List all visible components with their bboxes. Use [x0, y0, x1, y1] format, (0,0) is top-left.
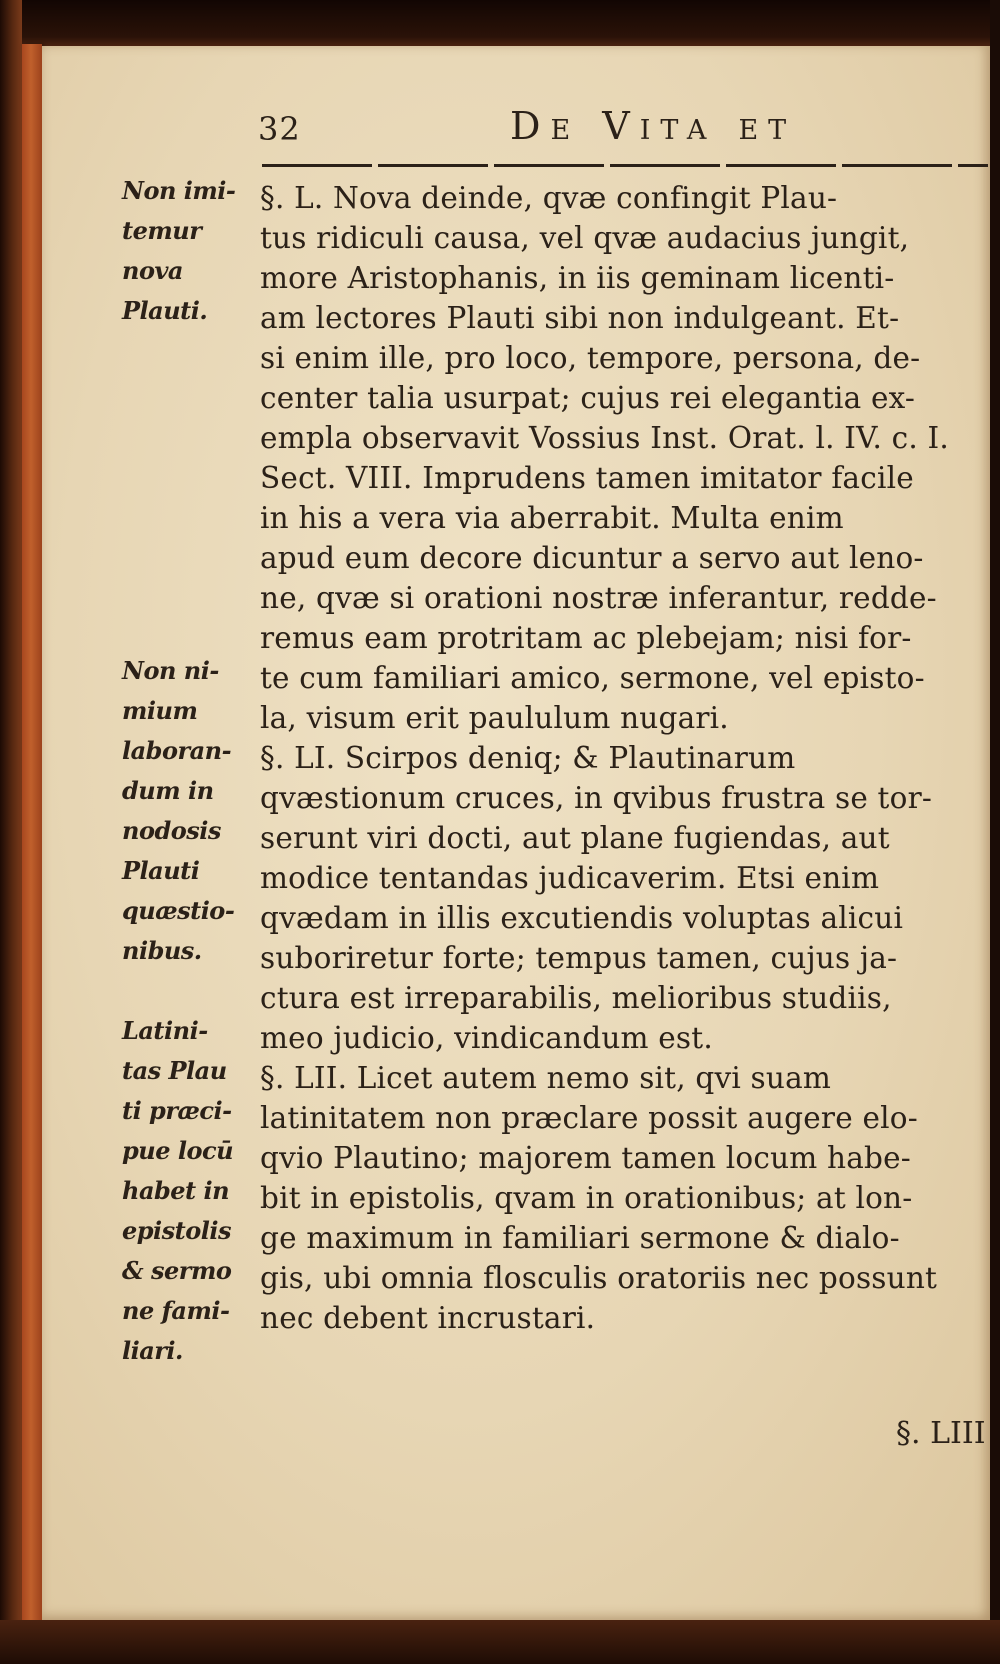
text-line: §. LII. Licet autem nemo sit, qvi suam	[260, 1061, 832, 1095]
margin-note: temur	[122, 216, 202, 245]
text-line: more Aristophanis, in iis geminam licenti-	[260, 261, 895, 295]
text-line: latinitatem non præclare possit augere elo-	[260, 1101, 918, 1135]
text-line: serunt viri docti, aut plane fugiendas, aut	[260, 821, 890, 855]
margin-note: Plauti	[122, 856, 200, 885]
margin-note: epistolis	[122, 1216, 232, 1245]
header-rule	[262, 164, 988, 167]
margin-note: tas Plau	[122, 1056, 227, 1085]
margin-note: Plauti.	[122, 296, 208, 325]
text-line: center talia usurpat; cujus rei elegantia ex-	[260, 381, 916, 415]
text-line: meo judicio, vindicandum est.	[260, 1021, 713, 1055]
text-line: ctura est irreparabilis, melioribus studiis,	[260, 981, 892, 1015]
text-line: gis, ubi omnia flosculis oratoriis nec possunt	[260, 1261, 938, 1295]
margin-note: pue locū	[122, 1136, 234, 1165]
margin-note: quæstio-	[122, 896, 235, 925]
scan-bottom-border	[0, 1620, 1000, 1664]
margin-note: nodosis	[122, 816, 221, 845]
text-line: empla observavit Vossius Inst. Orat. l. IV. c. I.	[260, 421, 949, 455]
text-line: in his a vera via aberrabit. Multa enim	[260, 501, 844, 535]
text-line: apud eum decore dicuntur a servo aut leno-	[260, 541, 924, 575]
text-line: qvæstionum cruces, in qvibus frustra se tor-	[260, 781, 933, 815]
text-line: te cum familiari amico, sermone, vel episto-	[260, 661, 925, 695]
margin-note: laboran-	[122, 736, 232, 765]
book-spine	[0, 0, 22, 1664]
margin-note: Non imi-	[122, 176, 236, 205]
page-gutter-edge	[22, 44, 42, 1624]
margin-note: mium	[122, 696, 198, 725]
text-line: Sect. VIII. Imprudens tamen imitator facile	[260, 461, 914, 495]
text-line: qvio Plautino; majorem tamen locum habe-	[260, 1141, 911, 1175]
running-head: De Vita et	[510, 104, 797, 148]
page-number: 32	[258, 110, 301, 148]
text-line: modice tentandas judicaverim. Etsi enim	[260, 861, 880, 895]
text-line: qvædam in illis excutiendis voluptas alicui	[260, 901, 904, 935]
scan-right-border	[990, 0, 1000, 1664]
margin-note: nibus.	[122, 936, 202, 965]
margin-note: habet in	[122, 1176, 230, 1205]
margin-note: ne fami-	[122, 1296, 230, 1325]
text-line: la, visum erit paululum nugari.	[260, 701, 729, 735]
catchword: §. LIII	[896, 1416, 986, 1451]
margin-note: nova	[122, 256, 183, 285]
text-line: tus ridiculi causa, vel qvæ audacius jungit,	[260, 221, 910, 255]
text-line: §. L. Nova deinde, qvæ confingit Plau-	[260, 181, 838, 215]
text-line: suboriretur forte; tempus tamen, cujus ja-	[260, 941, 898, 975]
scan-top-border	[0, 0, 1000, 46]
text-line: si enim ille, pro loco, tempore, persona, de-	[260, 341, 921, 375]
text-line: ne, qvæ si orationi nostræ inferantur, redde-	[260, 581, 937, 615]
margin-note: dum in	[122, 776, 214, 805]
text-line: remus eam protritam ac plebejam; nisi for-	[260, 621, 912, 655]
margin-note: & sermo	[122, 1256, 232, 1285]
margin-note: liari.	[122, 1336, 183, 1365]
text-line: am lectores Plauti sibi non indulgeant. Et-	[260, 301, 900, 335]
margin-note: Latini-	[122, 1016, 208, 1045]
text-line: §. LI. Scirpos deniq; & Plautinarum	[260, 741, 796, 775]
text-line: bit in epistolis, qvam in orationibus; at lon-	[260, 1181, 913, 1215]
margin-note: Non ni-	[122, 656, 219, 685]
margin-note: ti præci-	[122, 1096, 232, 1125]
text-line: nec debent incrustari.	[260, 1301, 596, 1335]
text-line: ge maximum in familiari sermone & dialo-	[260, 1221, 900, 1255]
